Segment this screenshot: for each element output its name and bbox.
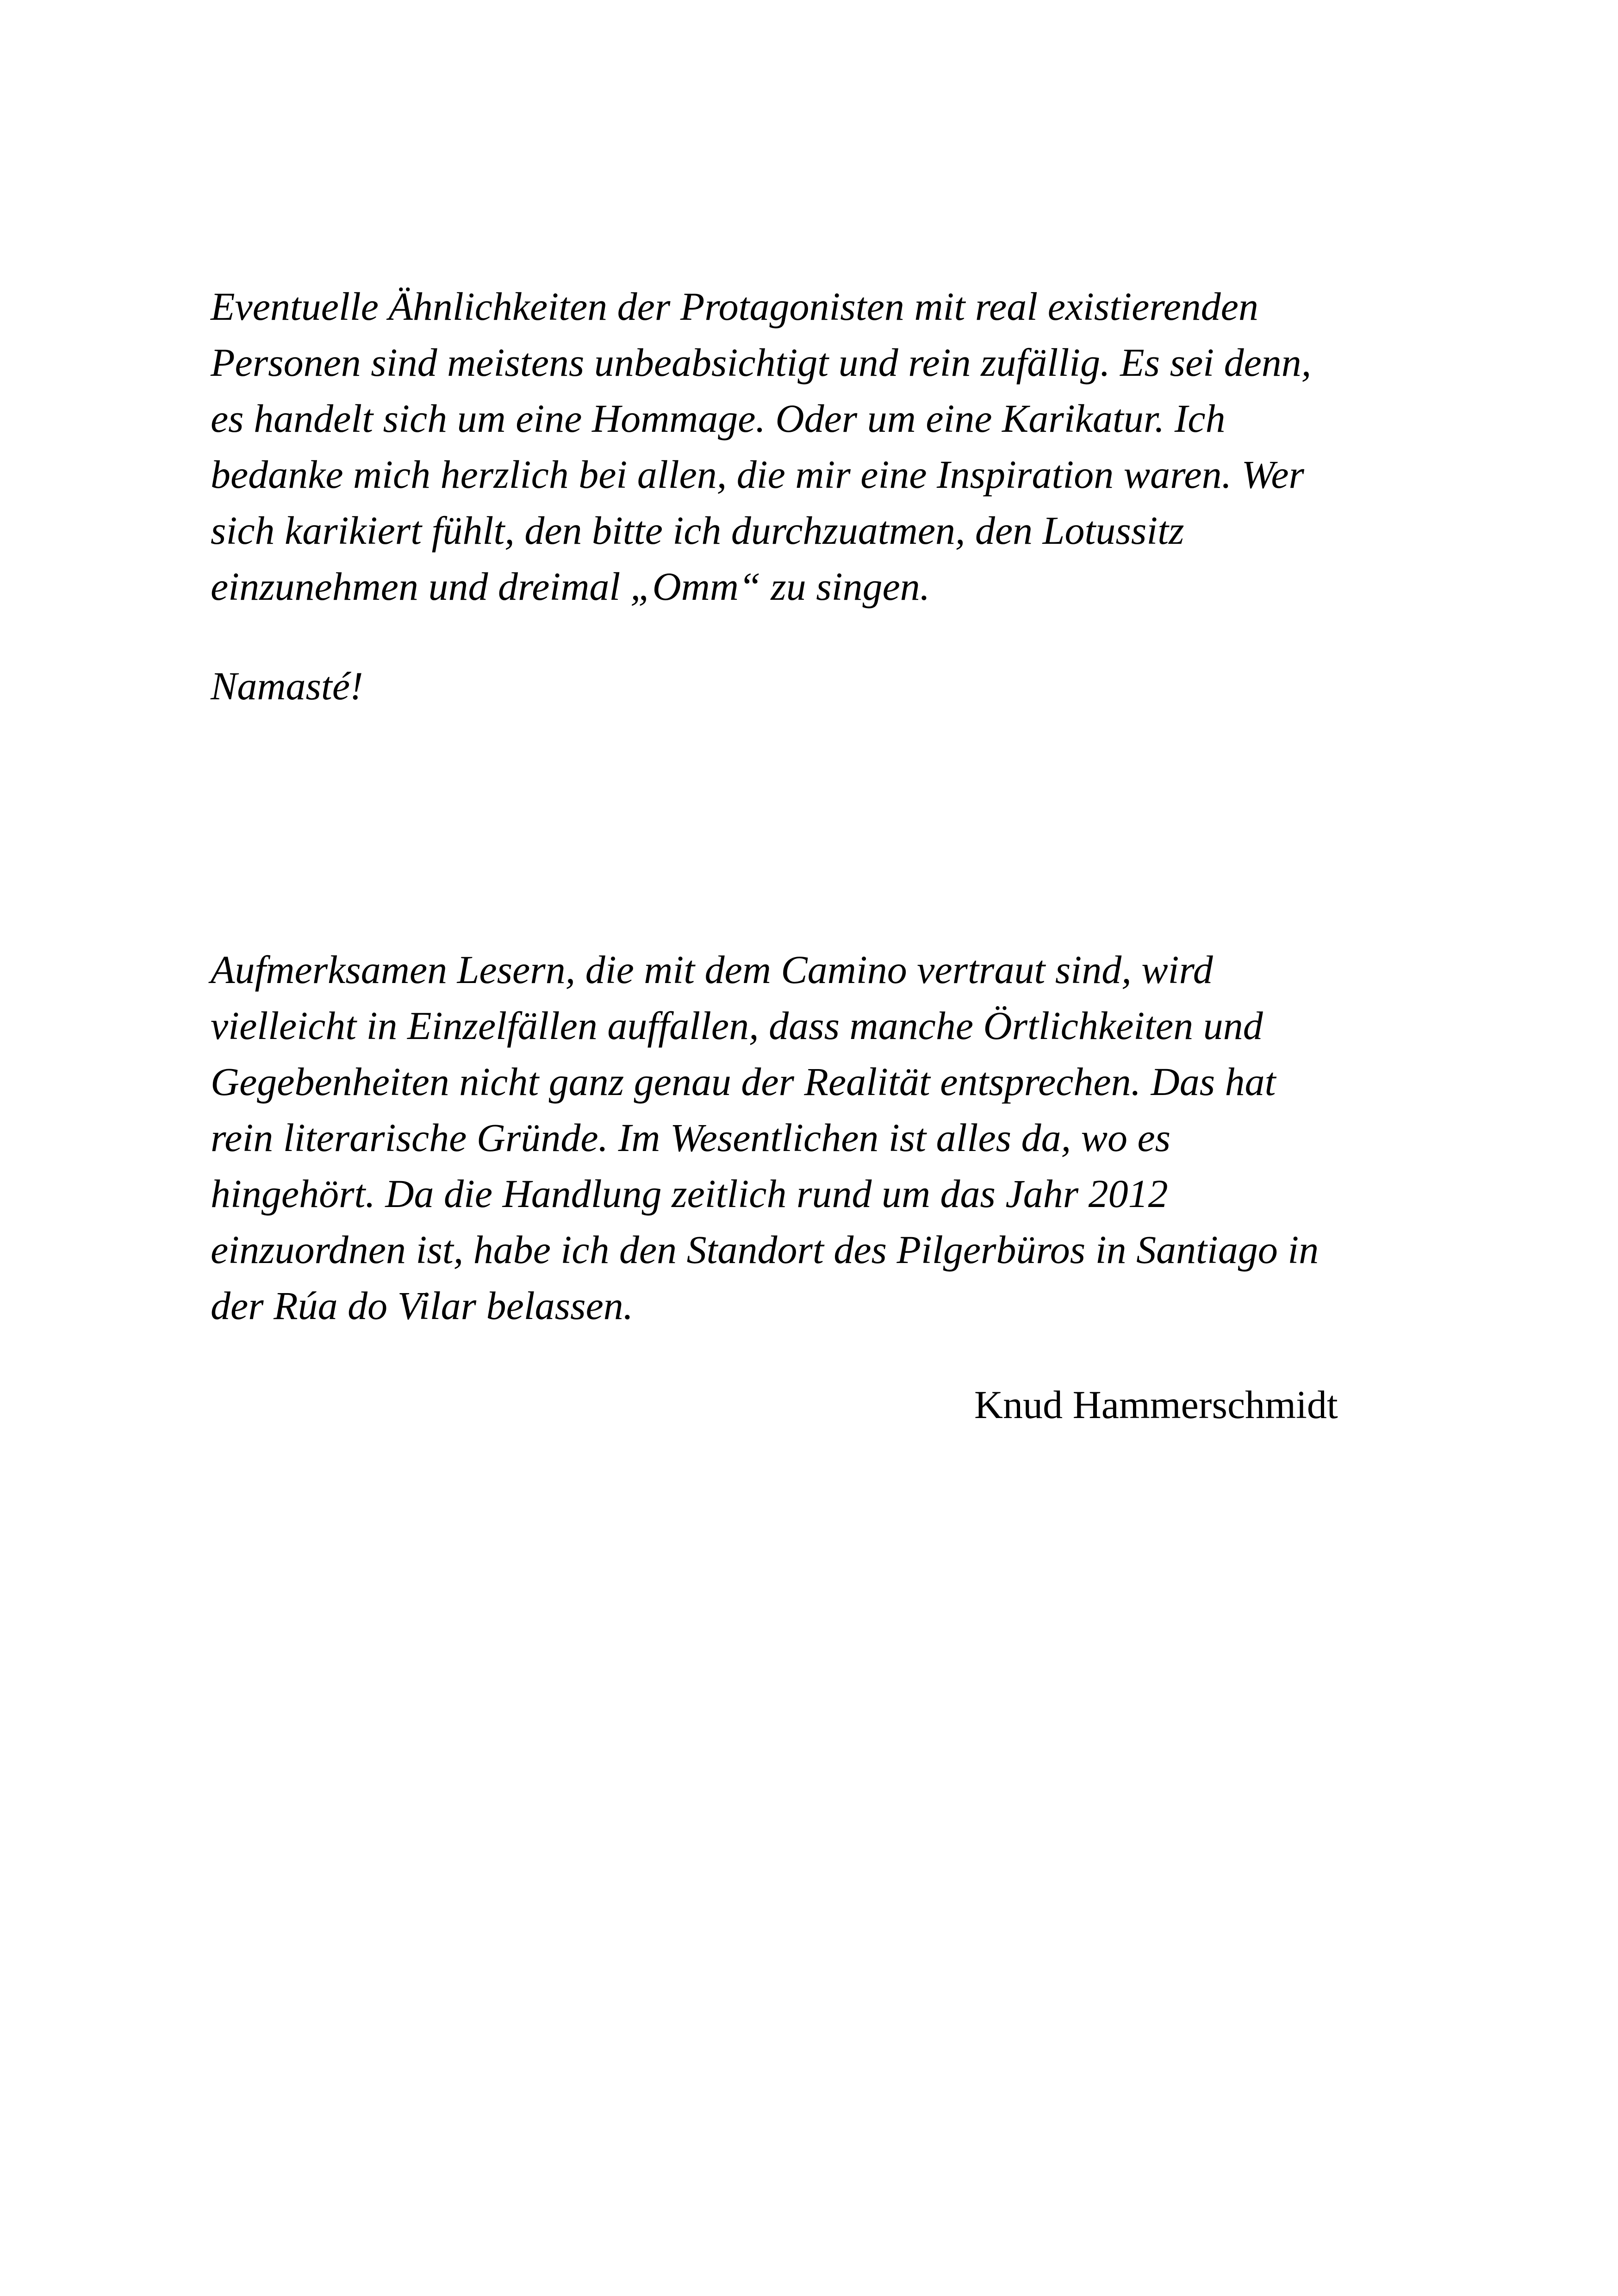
text-line: bedanke mich herzlich bei allen, die mir eine Inspiration waren. Wer	[211, 452, 1304, 497]
disclaimer-paragraph	[211, 279, 1437, 615]
text-line: Personen sind meistens unbeabsichtigt und rein zufällig. Es sei denn,	[211, 340, 1312, 385]
text-line: hingehört. Da die Handlung zeitlich rund um das Jahr 2012	[211, 1171, 1168, 1216]
text-line: es handelt sich um eine Hommage. Oder um eine Karikatur. Ich	[211, 396, 1226, 441]
text-line: rein literarische Gründe. Im Wesentlichen ist alles da, wo es	[211, 1115, 1171, 1160]
text-line: vielleicht in Einzelfällen auffallen, dass manche Örtlichkeiten und	[211, 1003, 1263, 1048]
text-line: Aufmerksamen Lesern, die mit dem Camino vertraut sind, wird	[211, 947, 1213, 992]
location-note-paragraph	[211, 942, 1437, 1334]
text-line: der Rúa do Vilar belassen.	[211, 1283, 634, 1328]
text-line: einzunehmen und dreimal „Omm“ zu singen.	[211, 564, 930, 609]
greeting	[211, 658, 1437, 714]
text-line: sich karikiert fühlt, den bitte ich durchzuatmen, den Lotussitz	[211, 508, 1184, 553]
text-line: einzuordnen ist, habe ich den Standort des Pilgerbüros in Santiago in	[211, 1227, 1319, 1272]
author-signature: Knud Hammerschmidt	[974, 1382, 1338, 1427]
greeting-text: Namasté!	[211, 664, 363, 708]
text-line: Eventuelle Ähnlichkeiten der Protagonisten mit real existierenden	[211, 284, 1258, 329]
text-line: Gegebenheiten nicht ganz genau der Realität entsprechen. Das hat	[211, 1059, 1276, 1104]
